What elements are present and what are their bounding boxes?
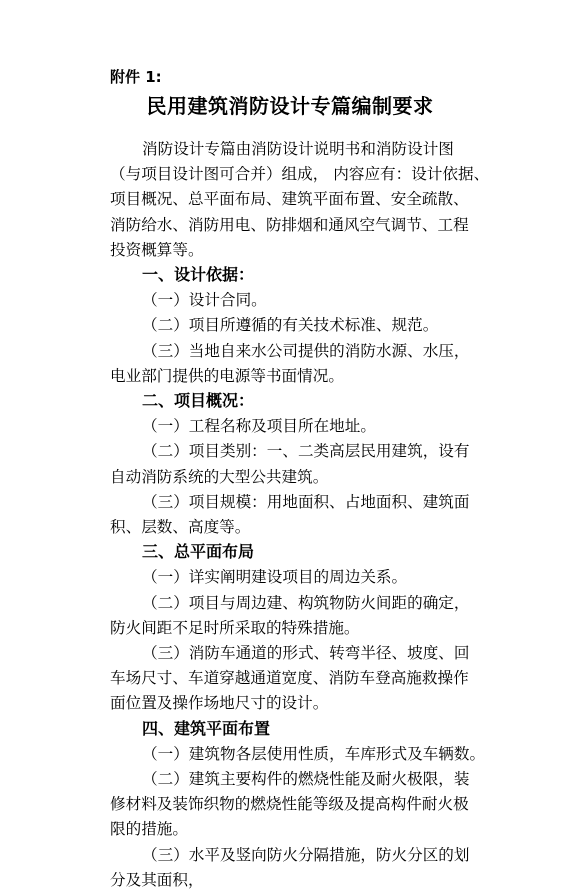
intro-line: 投资概算等。 — [110, 240, 204, 259]
section-line: （一）工程名称及项目所在地址。 — [142, 417, 376, 436]
section-line: （二）建筑主要构件的燃烧性能及耐火极限，装 — [142, 770, 470, 788]
section-line: 积、层数、高度等。 — [110, 518, 251, 536]
section-line: （二）项目类别：一、二类高层民用建筑，设有 — [142, 442, 470, 461]
attachment-label: 附件 1: — [110, 68, 162, 86]
document-title: 民用建筑消防设计专篇编制要求 — [146, 94, 434, 118]
section-line: 修材料及装饰织物的燃烧性能等级及提高构件耐火极 — [110, 795, 469, 814]
section-line: （二）项目与周边建、构筑物防火间距的确定， — [142, 593, 470, 612]
intro-line: 消防给水、消防用电、防排烟和通风空气调节、工程 — [110, 215, 469, 234]
section-line: 电业部门提供的电源等书面情况。 — [110, 366, 344, 385]
section-heading: 二、项目概况： — [142, 391, 255, 410]
section-line: （三）项目规模：用地面积、占地面积、建筑面 — [142, 492, 470, 511]
section-line: （一）建筑物各层使用性质，车库形式及车辆数。 — [142, 744, 486, 763]
section-heading: 三、总平面布局 — [142, 542, 255, 562]
section-line: 防火间距不足时所采取的特殊措施。 — [110, 618, 360, 637]
section-line: 限的措施。 — [110, 820, 188, 839]
intro-line: （与项目设计图可合并）组成， 内容应有：设计依据、 — [110, 165, 490, 184]
section-line: （三）水平及竖向防火分隔措施，防火分区的划 — [142, 845, 470, 864]
section-heading: 四、建筑平面布置 — [142, 718, 271, 738]
section-line: 自动消防系统的大型公共建筑。 — [110, 467, 329, 486]
section-line: 车场尺寸、车道穿越通道宽度、消防车登高施救操作 — [110, 669, 469, 688]
section-line: （一）设计合同。 — [142, 291, 267, 310]
intro-line: 项目概况、总平面布局、建筑平面布置、安全疏散、 — [110, 190, 469, 209]
section-heading: 一、设计依据： — [142, 265, 255, 284]
section-line: （三）消防车通道的形式、转弯半径、坡度、回 — [142, 644, 470, 662]
section-line: （二）项目所遵循的有关技术标准、规范。 — [142, 316, 439, 335]
section-line: 面位置及操作场地尺寸的设计。 — [110, 694, 329, 713]
section-line: （一）详实阐明建设项目的周边关系。 — [142, 568, 408, 587]
section-line: （三）当地自来水公司提供的消防水源、水压， — [142, 341, 470, 360]
section-line: 分及其面积， — [110, 870, 204, 889]
intro-line: 消防设计专篇由消防设计说明书和消防设计图 — [142, 140, 454, 158]
